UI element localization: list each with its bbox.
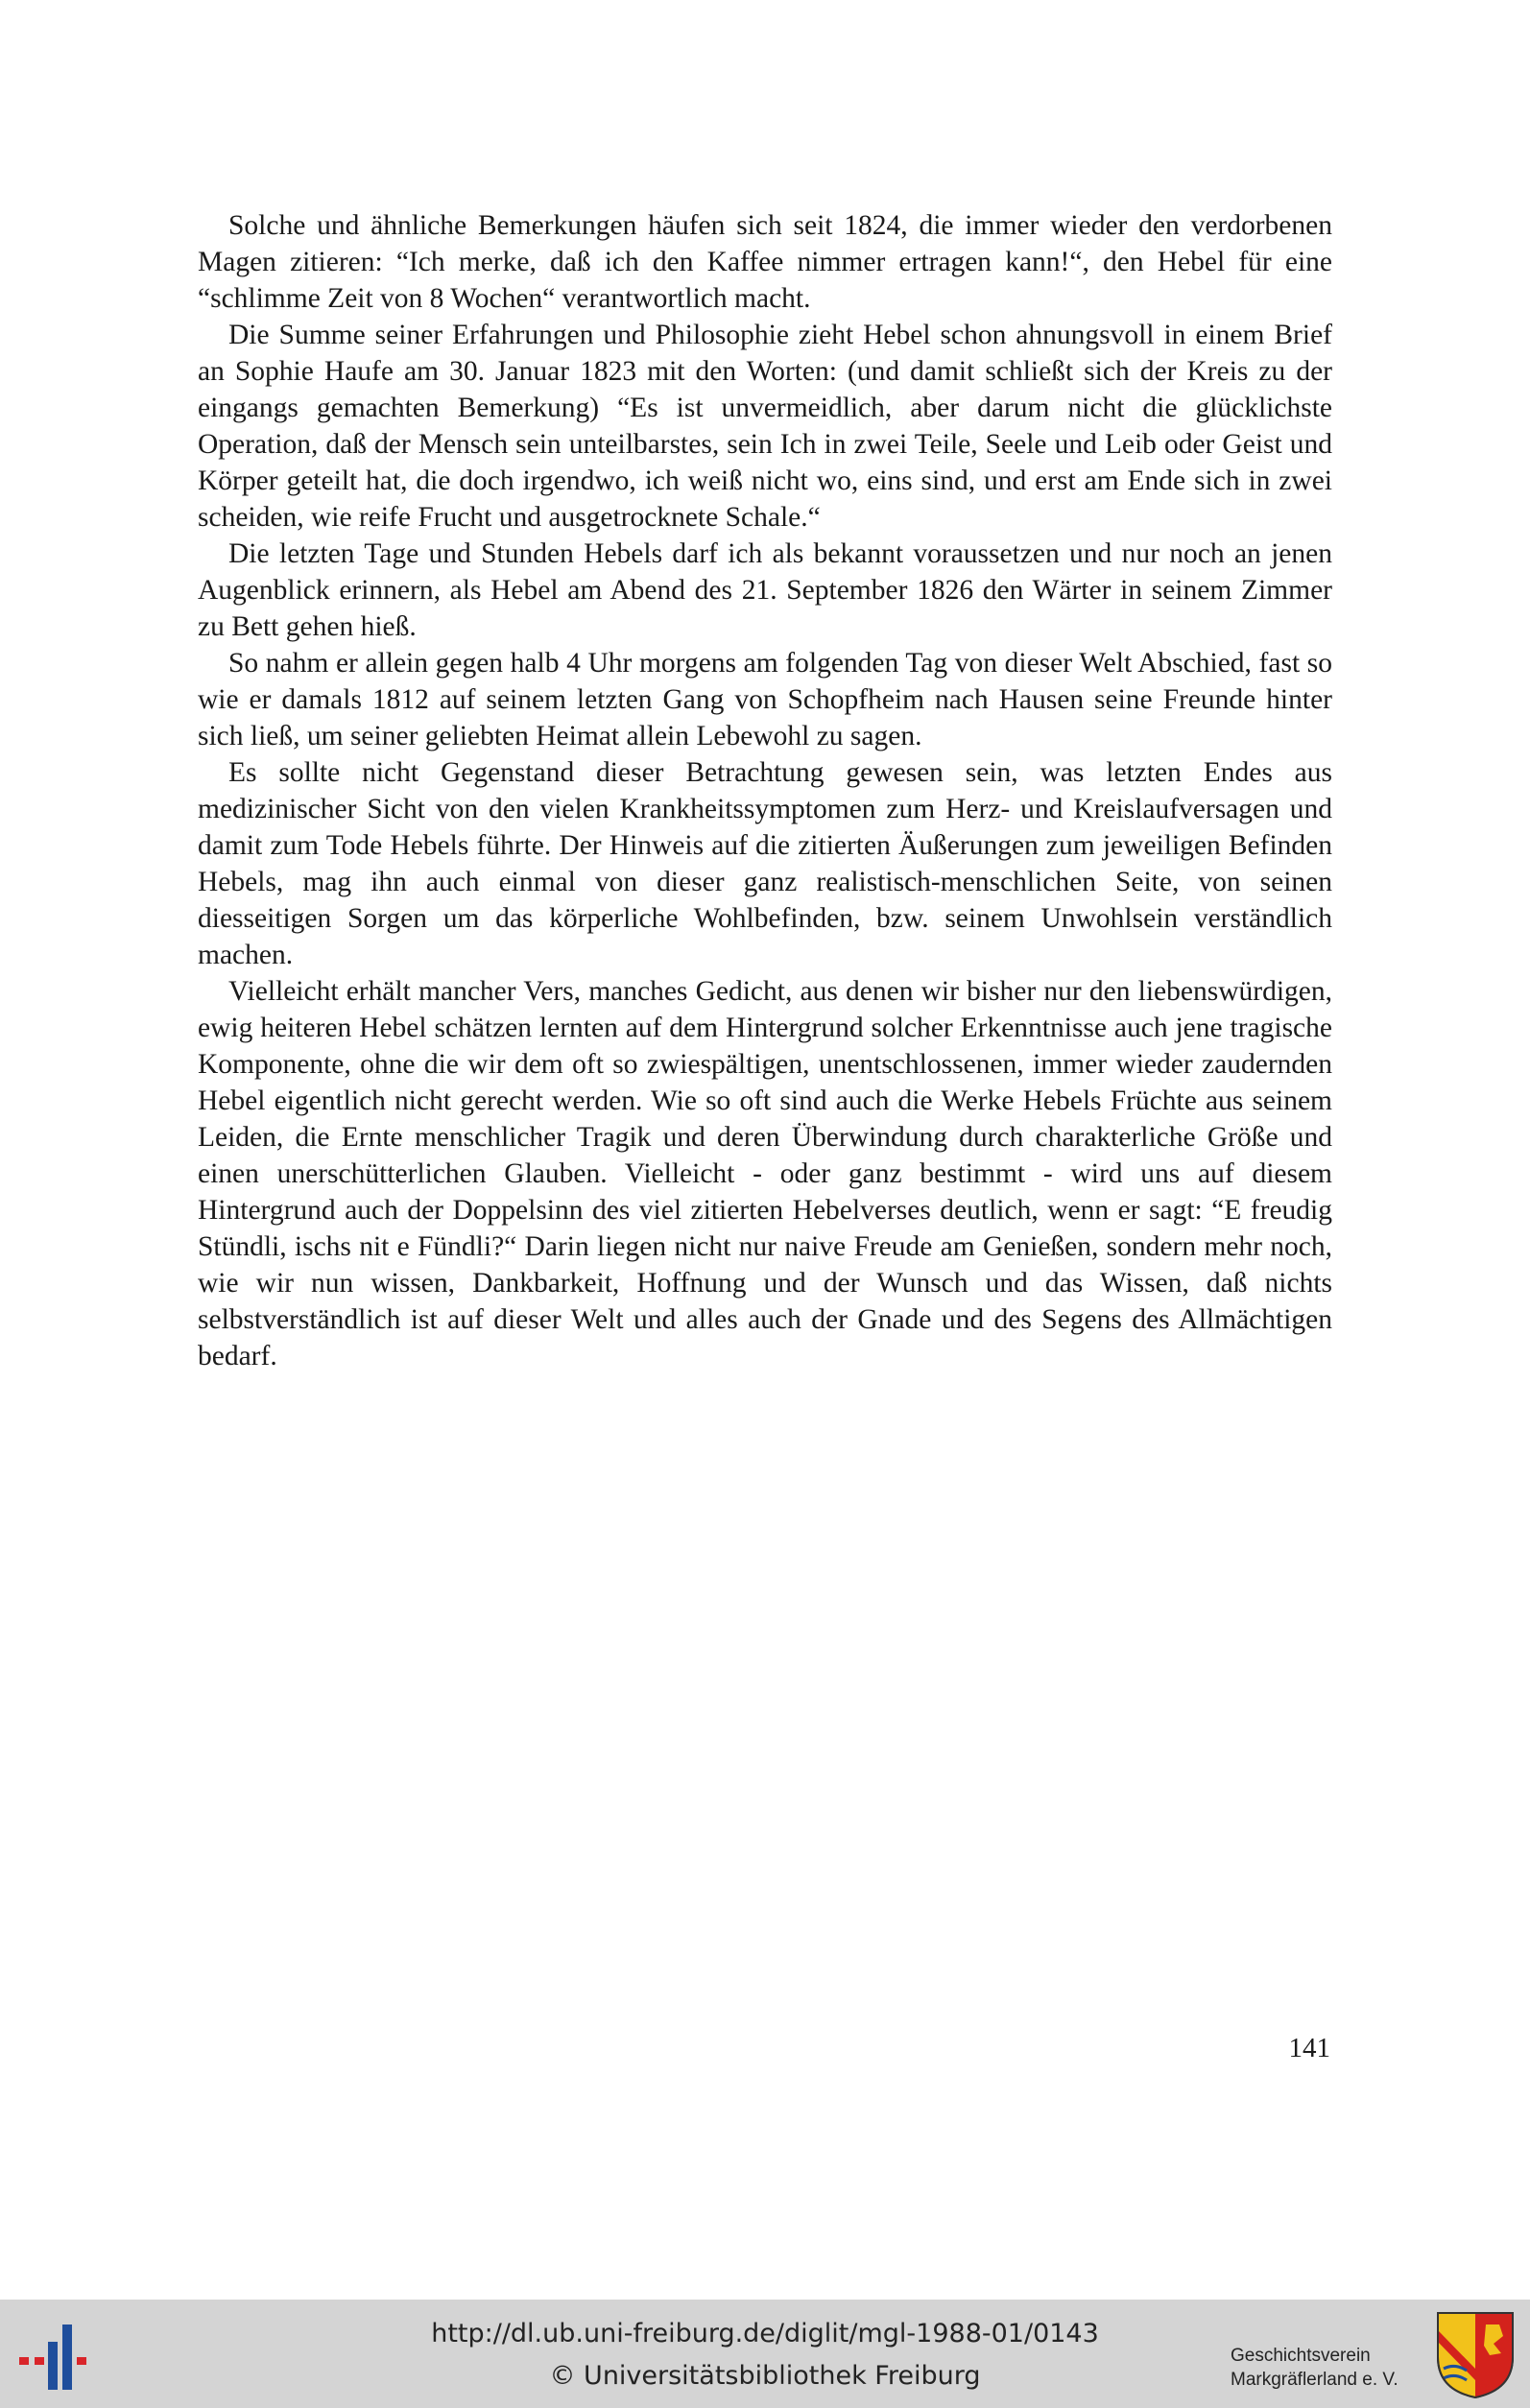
- footer-url-link[interactable]: http://dl.ub.uni-freiburg.de/diglit/mgl-1988-01/0143: [431, 2319, 1099, 2348]
- body-text: [198, 207, 1332, 1374]
- page-number: 141: [1288, 2033, 1330, 2063]
- paragraph: Vielleicht erhält mancher Vers, manches Gedicht, aus denen wir bisher nur den liebenswürdigen, ewig heiteren Hebel schätzen lernten auf dem Hintergrund solcher Erkenntnisse auch jene tragische Komponente, ohne die wir dem oft so zwiespältigen, unentschlossenen, immer wieder zaudernden Hebel eigentlich nicht gerecht werden. Wie so oft sind auch die Werke Hebels Früchte aus seinem Leiden, die Ernte menschlicher Tragik und deren Überwindung durch charakterliche Größe und einen unerschütterlichen Glauben. Vielleicht - oder ganz bestimmt - wird uns auf diesem Hintergrund auch der Doppelsinn des viel zitierten Hebelverses deutlich, wenn er sagt: “E freudig Stündli, ischs nit e Fündli?“ Darin liegen nicht nur naive Freude am Genießen, sondern mehr noch, wie wir nun wissen, Dankbarkeit, Hoffnung und der Wunsch und das Wissen, daß nichts selbstverständlich ist auf dieser Welt und alles auch der Gnade und des Segens des Allmächtigen bedarf.: [198, 976, 1332, 1371]
- paragraph: Es sollte nicht Gegenstand dieser Betrachtung gewesen sein, was letzten Endes aus medizinischer Sicht von den vielen Krankheitssymptomen zum Herz- und Kreislaufversagen und damit zum Tode Hebels führte. Der Hinweis auf die zitierten Äußerungen zum jeweiligen Befinden Hebels, mag ihn auch einmal von dieser ganz realistisch-menschlichen Seite, von seinen diesseitigen Sorgen um das körperliche Wohlbefinden, bzw. seinem Unwohlsein verständlich machen.: [198, 757, 1332, 970]
- society-name: [1231, 2344, 1422, 2392]
- footer-bar: [0, 2300, 1530, 2408]
- society-name-line1: Geschichtsverein: [1231, 2346, 1371, 2366]
- paragraph: Solche und ähnliche Bemerkungen häufen sich seit 1824, die immer wieder den verdorbenen Magen zitieren: “Ich merke, daß ich den Kaffee nimmer ertragen kann!“, den Hebel für eine “schlimme Zeit von 8 Wochen“ verantwortlich macht.: [198, 210, 1332, 314]
- society-name-line2: Markgräflerland e. V.: [1231, 2370, 1399, 2390]
- paragraph: Die letzten Tage und Stunden Hebels darf ich als bekannt voraussetzen und nur noch an jenen Augenblick erinnern, als Hebel am Abend des 21. September 1826 den Wärter in seinem Zimmer zu Bett gehen hieß.: [198, 538, 1332, 642]
- footer-copyright: © Universitätsbibliothek Freiburg: [549, 2361, 981, 2391]
- paragraph: Die Summe seiner Erfahrungen und Philosophie zieht Hebel schon ahnungsvoll in einem Brief an Sophie Haufe am 30. Januar 1823 mit den Worten: (und damit schließt sich der Kreis zu der eingangs gemachten Bemerkung) “Es ist unvermeidlich, aber darum nicht die glücklichste Operation, daß der Mensch sein unteilbarstes, sein Ich in zwei Teile, Seele und Leib oder Geist und Körper geteilt hat, die doch irgendwo, ich weiß nicht wo, eins sind, und erst am Ende sich in zwei scheiden, wie reife Frucht und ausgetrocknete Schale.“: [198, 320, 1332, 533]
- paragraph: So nahm er allein gegen halb 4 Uhr morgens am folgenden Tag von dieser Welt Abschied, fast so wie er damals 1812 auf seinem letzten Gang von Schopfheim nach Hausen seine Freunde hinter sich ließ, um seiner geliebten Heimat allein Lebewohl zu sagen.: [198, 648, 1332, 751]
- coat-of-arms-icon: [1436, 2311, 1515, 2399]
